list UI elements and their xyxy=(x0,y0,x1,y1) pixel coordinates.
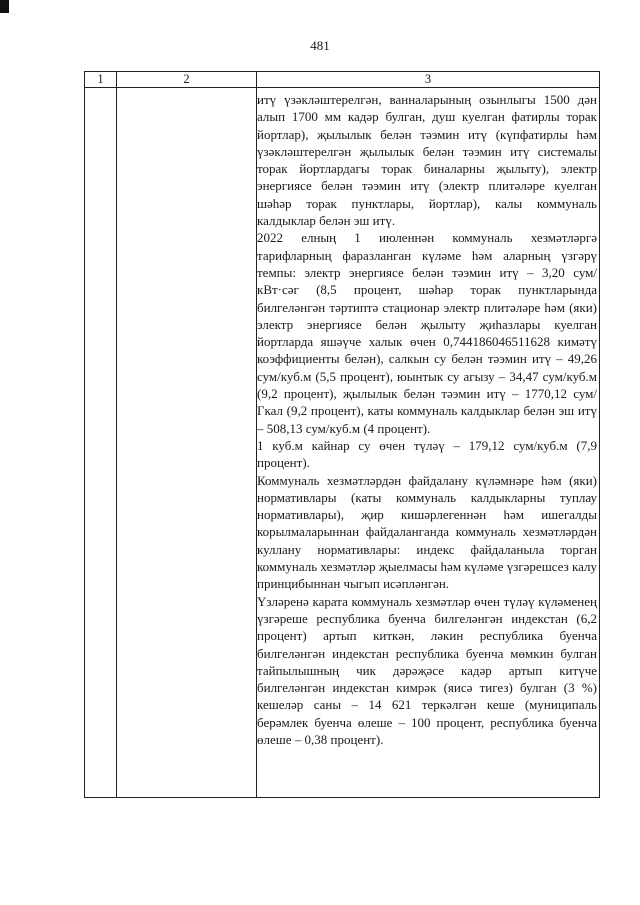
paragraph-hot-water: 1 куб.м кайнар су өчен түләү – 179,12 сум/куб.м (7,9 процент). xyxy=(257,437,597,471)
paragraph-norms: Коммуналь хезмәтләрдән файдалану күләмнәре һәм (яки) нормативлары (каты коммуналь калдыкларны туплау нормативлары), җир кишәрлегеннән һәм ишегалды корылмаларыннан файдаланганда коммуналь хезмәтләрдән куллану нормативлары: индекс файдаланыла торган коммуналь хезмәтләр җыелмасы һәм күләме үзгәрешсез калу принцибыннан чыгып исәпләнгән. xyxy=(257,472,597,592)
page-number: 481 xyxy=(310,38,330,53)
table-cell-column-3 xyxy=(257,91,597,748)
column-header-3: 3 xyxy=(424,72,432,86)
paragraph-continuation: итү үзәкләштерелгән, ванналарының озынлыгы 1500 дән алып 1700 мм кадәр булган, душ куелган фатирлы торак йортлар), җылылык белән тәэмин итү (күпфатирлы һәм үзәкләштерелгән җылылык белән тәэмин итү системалы торак йортлардагы торак биналарны җылыту), электр энергиясе белән тәэмин итү (электр плитәләре куелган шәһәр торак пунктлары, йортлар), калы коммуналь калдыклар белән эш итү. xyxy=(257,92,597,229)
column-divider-1 xyxy=(116,72,117,797)
paragraph-index-change: Үзләренә карата коммуналь хезмәтләр өчен түләү күләменең үзгәреше республика буенча билгеләнгән индекстан (6,2 процент) артып киткән, ләкин республика буенча билгеләнгән индекстан республика буенча мөмкин булган тайпылышның чик дәрәҗәсе кадәр артып китүче билгеләнгән индекстан кимрәк (яисә тигез) булган (3 %) кешеләр саны – 14 621 теркәлгән кеше (муниципаль берәмлек буенча өлеше – 100 процент, республика буенча өлеше – 0,38 процент). xyxy=(257,593,597,747)
column-header-1: 1 xyxy=(97,72,104,86)
paragraph-tariffs: 2022 елның 1 июленнән коммуналь хезмәтләргә тарифларның фаразланган күләме һәм аларның үзгәрү темпы: электр энергиясе белән тәэмин итү – 3,20 сум/кВт·сәг (8,5 процент, шәһәр торак пунктларында билгеләнгән тәртиптә стационар электр плитәләре һәм (яки) электр энергиясе белән җылыту җиһазлары куелган йортларда яшәүче халык өчен 0,744186046511628 кимәтү коэффициенты белән), салкын су белән тәэмин итү – 49,26 сум/куб.м (5,5 процент), юынтык су агызу – 34,47 сум/куб.м (9,2 процент), җылылык белән тәэмин итү – 1770,12 сум/Гкал (9,2 процент), каты коммуналь калдыклар белән эш итү – 508,13 сум/куб.м (4 процент). xyxy=(257,230,597,436)
table-header-row xyxy=(85,72,599,88)
column-header-2: 2 xyxy=(183,72,190,86)
scan-corner-mark xyxy=(0,0,9,13)
document-table xyxy=(84,71,600,798)
